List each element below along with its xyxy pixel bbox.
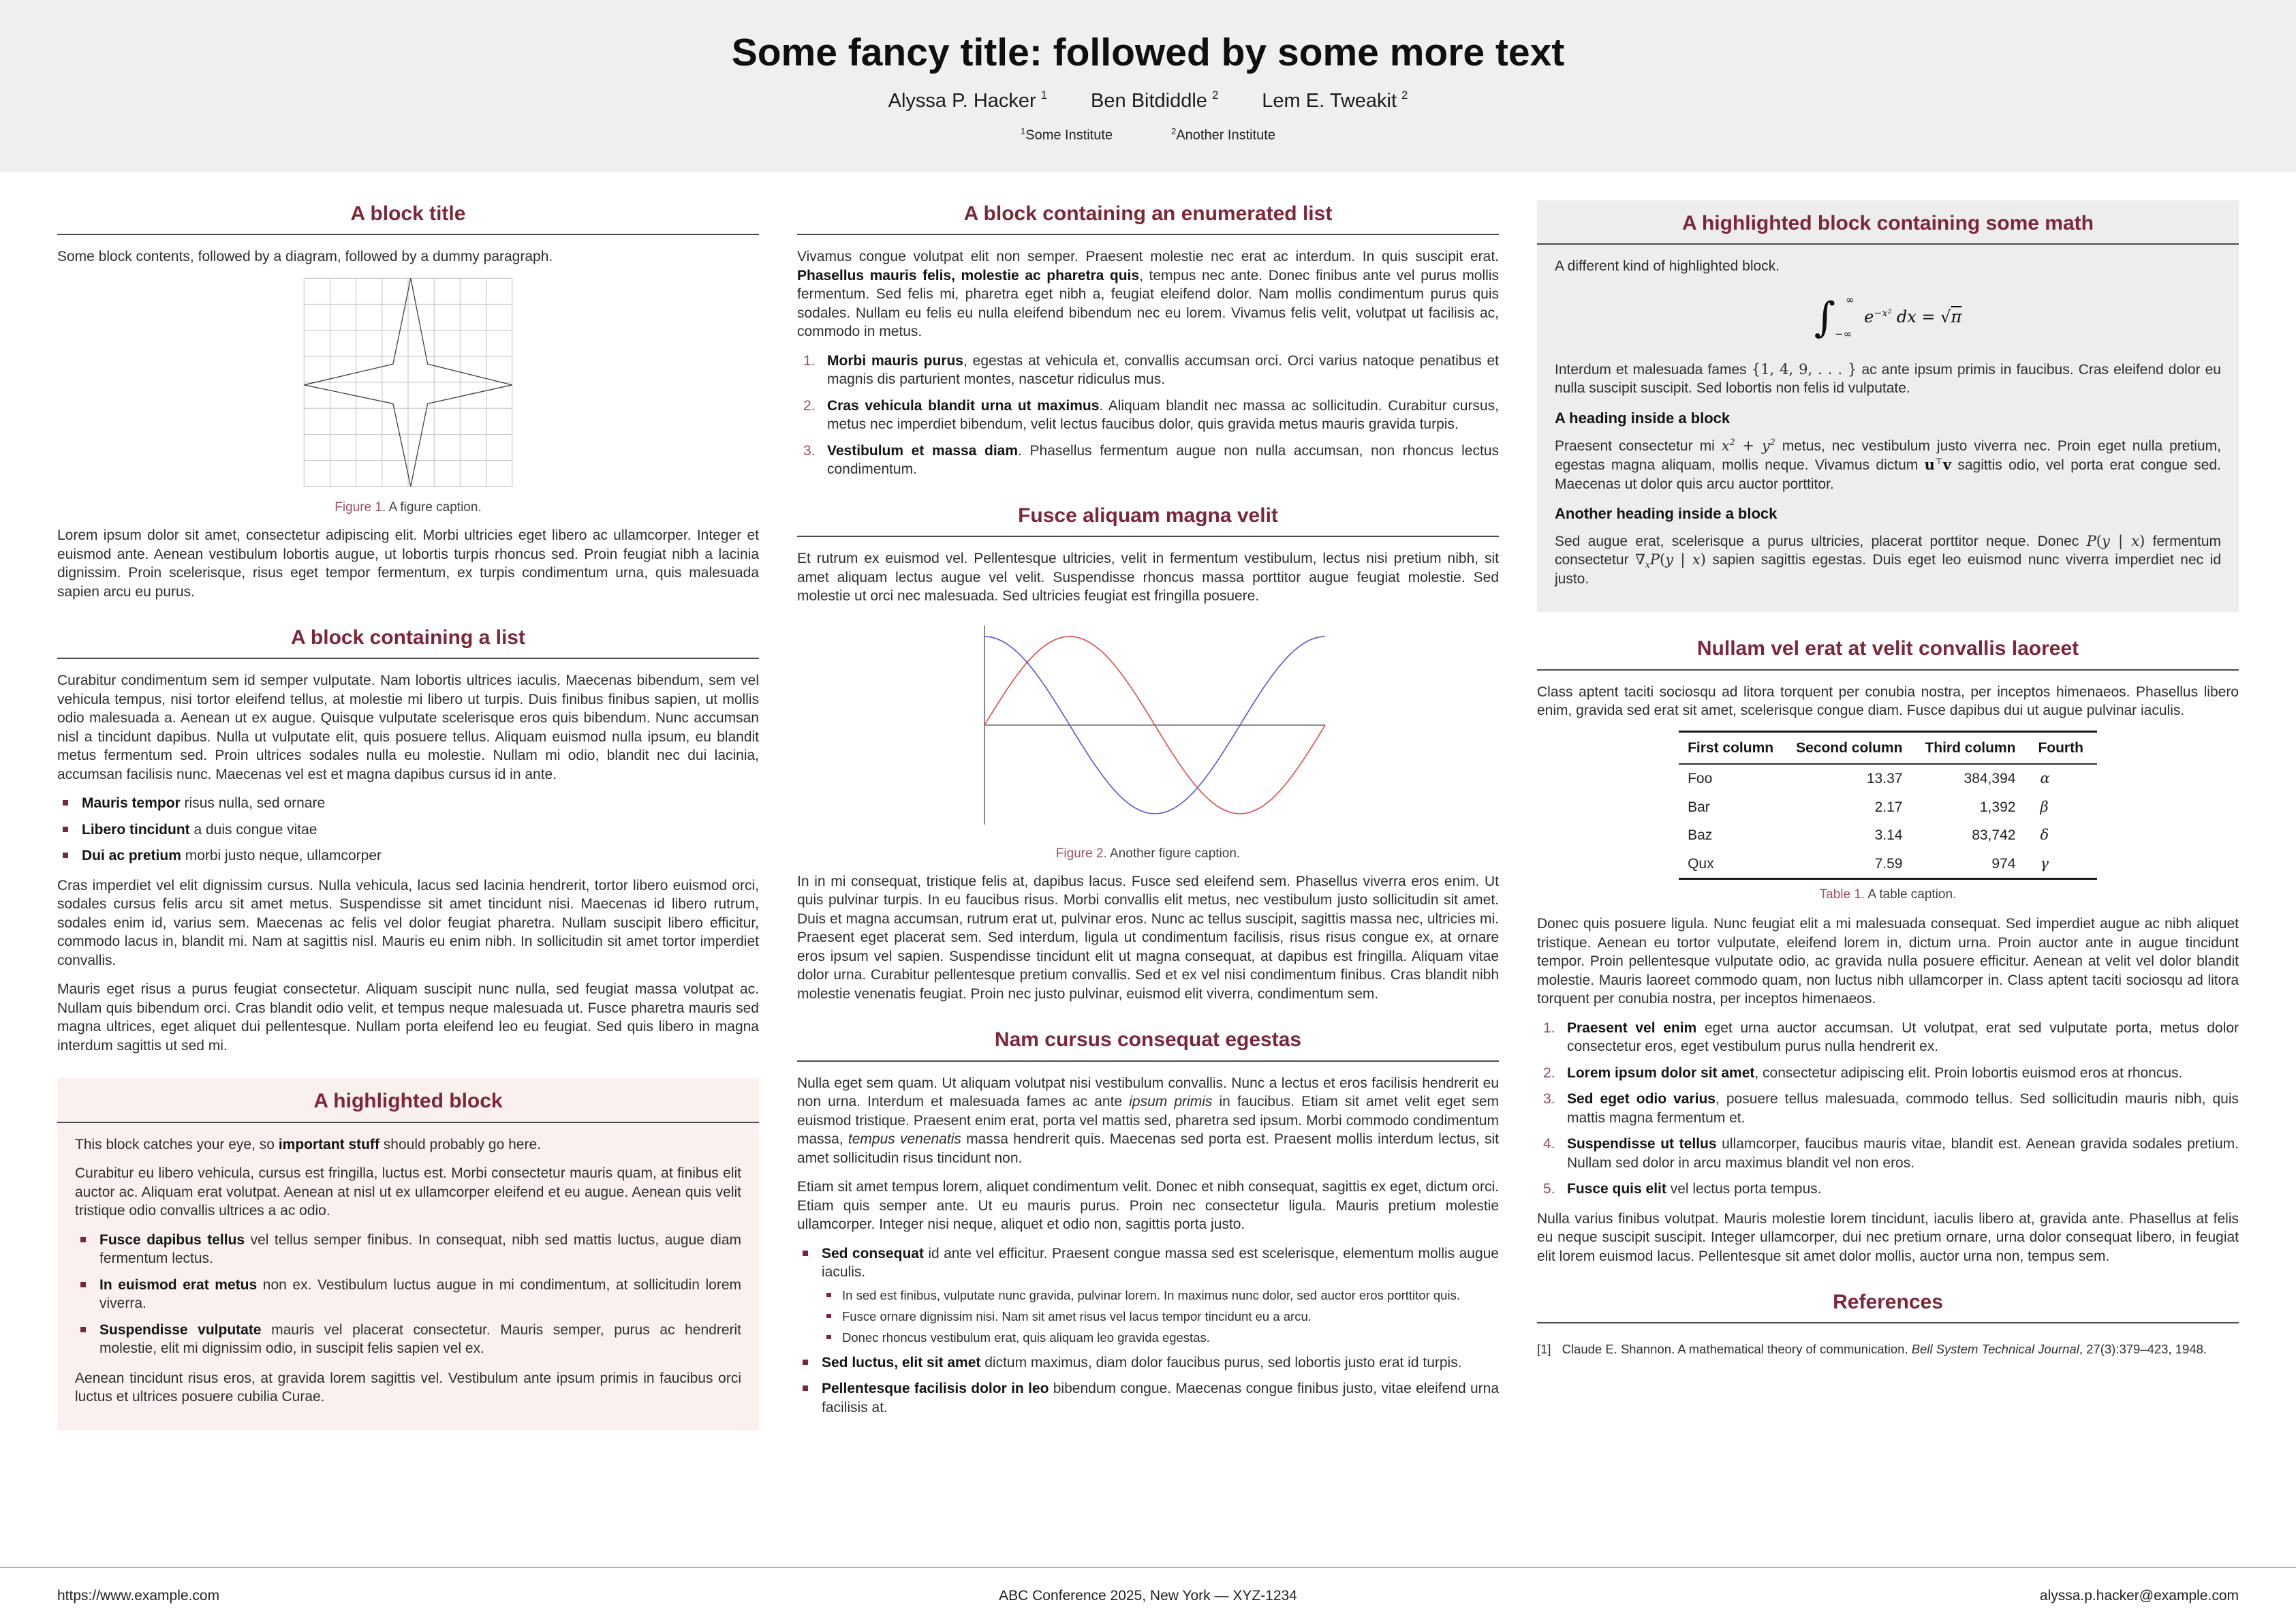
- block-title: A highlighted block: [313, 1090, 503, 1113]
- nested-list-item: Fusce ornare dignissim nisi. Nam sit amet risus vel lacus tempor tincidunt eu a arcu.: [822, 1308, 1499, 1325]
- column-2: [797, 200, 1499, 1454]
- footer-conference: ABC Conference 2025, New York — XYZ-1234: [999, 1588, 1297, 1604]
- block-title-rule: [797, 536, 1499, 537]
- paragraph: Curabitur condimentum sem id semper vulputate. Nam lobortis ultrices iaculis. Maecenas bibendum, sem vel vehicula tempus, nisi tortor eleifend tellus, at molestie mi libero ut turpis. Duis finibus finibus sapien, ut mollis odio malesuada a. Aenean ut ex augue. Quisque vulputate scelerisque eros quis bibendum. Nunc accumsan nisl a tincidunt dapibus. Nulla ut vulputate elit, quis posuere tellus. Aliquam euismod nulla ipsum, eu blandit metus fermentum sed. Proin ultrices sodales nulla eu molestie. Nullam mi odio, blandit nec dui lacinia, accumsan facilisis nunc. Maecenas vel est et magna dapibus cursus id in ante.: [57, 673, 759, 782]
- bullet-list: [797, 1244, 1499, 1418]
- poster-title: Some fancy title: followed by some more text: [731, 30, 1565, 74]
- block-title-rule: [1537, 1322, 2239, 1323]
- institute-list: [1021, 125, 1275, 144]
- list-item: Fusce dapibus tellus vel tellus semper finibus. In consequat, nibh sed mattis luctus, augue diam fermentum lectus.: [75, 1231, 741, 1268]
- list-item: Suspendisse ut tellus ullamcorper, faucibus mauris vitae, blandit est. Aenean gravida sodales pretium. Nullam sed dolor in arcu maximus blandit vel non eros.: [1567, 1136, 2239, 1171]
- table-cell: 384,394: [1964, 771, 2016, 787]
- paragraph: Curabitur eu libero vehicula, cursus est fringilla, luctus est. Morbi consectetur mauris quam, at finibus elit auctor ac. Aliquam erat volutpat. Aenean at nisl ut ex ullamcorper eleifend et eu augue. Aenean quis velit tristique odio convallis ultrices a ac odio.: [75, 1165, 741, 1219]
- block-containing-a-list: [57, 624, 759, 1055]
- paragraph: A different kind of highlighted block.: [1555, 258, 1780, 275]
- block-title-rule: [57, 658, 759, 659]
- list-item: Sed eget odio varius, posuere tellus malesuada, commodo tellus. Sed sollicitudin mauris nibh, quis mattis magna fermentum et.: [1567, 1091, 2239, 1126]
- block-title: A block containing an enumerated list: [963, 202, 1333, 225]
- nested-list-item: In sed est finibus, vulputate nunc gravida, pulvinar lorem. In maximus nunc dolor, sed auctor eros porttitor quis.: [822, 1287, 1499, 1304]
- column-3: [1537, 200, 2239, 1454]
- poster-footer: [0, 1567, 2296, 1624]
- sine-cosine-plot: [957, 616, 1339, 834]
- table-cell: 3.14: [1874, 827, 1903, 844]
- figure-2: [797, 616, 1499, 863]
- list-item: Pellentesque facilisis dolor in leo bibendum congue. Maecenas congue finibus justo, vitae eleifend urna facilisis at.: [797, 1379, 1499, 1417]
- reference-text: Claude E. Shannon. A mathematical theory of communication. Bell System Technical Journal, 27(3):379–423, 1948.: [1562, 1342, 2207, 1357]
- table-caption: Table 1. A table caption.: [1819, 887, 1957, 902]
- data-table: [1679, 731, 2097, 880]
- table-row: [1679, 793, 2097, 822]
- table-cell: Foo: [1688, 771, 1713, 787]
- figure-caption: Figure 1. A figure caption.: [335, 500, 482, 515]
- block-title-rule: [797, 234, 1499, 235]
- footer-email: alyssa.p.hacker@example.com: [2039, 1588, 2239, 1604]
- block-title: Nam cursus consequat egestas: [994, 1028, 1302, 1052]
- table-header-cell: Fourth: [2029, 731, 2096, 764]
- table-cell: 83,742: [1972, 827, 2016, 844]
- table-header-cell: Third column: [1916, 731, 2029, 764]
- figure-1: [57, 277, 759, 517]
- block-title-rule: [1537, 243, 2239, 245]
- bullet-list: [57, 794, 759, 865]
- list-item: Cras vehicula blandit urna ut maximus. Aliquam blandit nec massa ac sollicitudin. Curabitur cursus, metus nec imperdiet bibendum, velit lectus faucibus dolor, quis gravida metus mauris gravida turpis.: [827, 397, 1499, 433]
- block-title-rule: [57, 234, 759, 235]
- table-cell: 1,392: [1979, 799, 2016, 815]
- paragraph: Some block contents, followed by a diagram, followed by a dummy paragraph.: [57, 249, 553, 265]
- block-fusce-aliquam: [797, 502, 1499, 1004]
- table-cell: 7.59: [1874, 855, 1903, 872]
- paragraph: Class aptent taciti sociosqu ad litora torquent per conubia nostra, per inceptos himenaeos. Phasellus libero enim, gravida sed erat sit amet, scelerisque congue diam. Fusce dapibus dui ut augue pulvinar iaculis.: [1537, 684, 2239, 719]
- block-title: A block title: [350, 202, 466, 225]
- author: Lem E. Tweakit $^2$: [1262, 88, 1408, 112]
- list-item: Morbi mauris purus, egestas at vehicula et, convallis accumsan orci. Orci varius natoque penatibus et magnis dis parturient montes, nascetur ridiculus mus.: [827, 352, 1500, 388]
- paragraph: Nulla eget sem quam. Ut aliquam volutpat nisi vestibulum convallis. Nunc a lectus et eros facilisis hendrerit eu non urna. Interdum et malesuada fames ac ante ipsum primis in faucibus. Etiam sit amet velit eget sem euismod tristique. Praesent enim erat, porta vel mattis sed, pharetra sed ipsum. Morbi commodo condimentum massa, tempus venenatis massa hendrerit quis. Maecenas sed porta est. Praesent mollis interdum lectus, sit amet sollicitudin risus tincidunt non.: [797, 1075, 1499, 1166]
- list-item: Vestibulum et massa diam. Phasellus fermentum augue non nulla accumsan, non rhoncus lectus condimentum.: [827, 442, 1500, 478]
- poster-body: [0, 172, 2296, 1454]
- table-cell: 974: [1991, 855, 2016, 872]
- poster-header: [0, 0, 2296, 172]
- list-item: Praesent vel enim eget urna auctor accumsan. Ut volutpat, erat sed vulputate porta, metus dolor consectetur eros, eget vestibulum purus nulla hendrerit ex.: [1567, 1020, 2239, 1055]
- block-enumerated-list: [797, 200, 1499, 479]
- block-nullam-vel-erat: [1537, 635, 2239, 1266]
- paragraph: Praesent consectetur mi $x^2 + y^2$ metus, nec vestibulum justo viverra nec. Proin eget nulla pretium, egestas magna aliquam, mollis neque. Vivamus dictum u⊤v sagittis odio, vel porta erat congue sed. Maecenas ut dolor quis arcu auctor porttitor.: [1555, 436, 2221, 492]
- integral-sign: ∫: [1814, 293, 1836, 341]
- reference-entry: [1537, 1341, 2239, 1358]
- paragraph: This block catches your eye, so important stuff should probably go here.: [75, 1136, 541, 1152]
- paragraph: Donec quis posuere ligula. Nunc feugiat elit a mi malesuada consequat. Sed imperdiet augue ac nibh aliquet tristique. Aenean eu tortor vulputate, eleifend lorem in, dictum urna. Proin auctor ante in augue tincidunt tempor. Proin pellentesque vulputate odio, ac gravida nulla posuere efficitur. Aenean at velit vel dolor blandit molestie. Mauris laoreet commodo quam, non luctus nibh ullamcorper in. Class aptent taciti sociosqu ad litora torquent per conubia nostra, per inceptos himenaeos.: [1537, 916, 2239, 1007]
- paragraph: In in mi consequat, tristique felis at, dapibus lacus. Fusce sed eleifend sem. Phasellus viverra eros enim. Ut quis pulvinar turpis. In eu faucibus risus. Morbi convallis elit metus, nec vestibulum justo sollicitudin sit amet. Duis et magna accumsan, rutrum erat ut, pulvinar eros. Nunc ac tellus suscipit, sagittis massa nec, ultricies mi. Praesent eget placerat sem. Sed interdum, ligula ut condimentum facilisis, risus risus congue ex, at ornare eros ipsum vel sapien. Suspendisse tincidunt elit ut magna consequat, at dapibus est fringilla. Aliquam vitae dolor urna. Curabitur pellentesque pretium convallis. Sed et ex vel nisi condimentum finibus. Cras blandit nibh molestie venenatis feugiat. Proin nec justo pulvinar, euismod elit viverra, condimentum sem.: [797, 873, 1499, 1002]
- list-item: Libero tincidunt a duis congue vitae: [57, 821, 759, 840]
- paragraph: Et rutrum ex euismod vel. Pellentesque ultricies, velit in fermentum vestibulum, lectus nisi pretium nibh, sit amet aliquam lectus augue vel velit. Suspendisse rhoncus massa porttitor augue feugiat molestie. Sed molestie ut orci nec malesuada. Sed ultricies feugiat est fringilla posuere.: [797, 551, 1499, 604]
- in-block-heading: Another heading inside a block: [1555, 505, 1778, 523]
- author-affiliation-mark: 2: [1401, 88, 1408, 102]
- block-title-rule: [1537, 669, 2239, 671]
- block-a-block-title: [57, 200, 759, 601]
- list-item: Fusce quis elit vel lectus porta tempus.: [1567, 1181, 1822, 1197]
- table-cell: Baz: [1688, 827, 1713, 844]
- column-1: [57, 200, 759, 1454]
- grid-lines: [304, 278, 512, 486]
- nested-bullet-list: [822, 1287, 1499, 1346]
- list-item: Lorem ipsum dolor sit amet, consectetur adipiscing elit. Proin lobortis euismod eros at rhoncus.: [1567, 1064, 2183, 1081]
- paragraph: Sed augue erat, scelerisque a purus ultricies, placerat porttitor neque. Donec P(y | x) fermentum consectetur $\nabla_xP(y$ | x) sapien sagittis egestas. Duis eget leo euismod nunc viverra imperdiet nec id justo.: [1555, 532, 2221, 587]
- block-title: References: [1833, 1291, 1943, 1314]
- list-item: Sed consequat id ante vel efficitur. Praesent congue massa sed est scelerisque, elementum mollis augue iaculis. In sed est finibus, vulputate nunc gravida, pulvinar lorem. In maximus nunc dolor, sed auctor eros porttitor quis. Fusce ornare dignissim nisi. Nam sit amet risus vel lacus tempor tincidunt eu a arcu. Donec rhoncus vestibulum erat, quis aliquam leo gravida egestas.: [797, 1244, 1499, 1346]
- paragraph: Nulla varius finibus volutpat. Mauris molestie lorem tincidunt, iaculis libero at, gravida ante. Phasellus at felis eu neque suscipit suscipit. Integer ullamcorper, dui nec pretium ornare, urna dolor consequat libero, in feugiat elit lorem euismod lacus. Pellentesque sit amet dolor mollis, auctor urna non, tempus sem.: [1537, 1210, 2239, 1264]
- table-header-cell: Second column: [1787, 731, 1916, 764]
- paragraph: Vivamus congue volutpat elit non semper. Praesent molestie nec erat ac interdum. In quis suscipit erat. Phasellus mauris felis, molestie ac pharetra quis, tempus nec ante. Donec finibus ante vel purus mollis fermentum. Sed felis mi, pharetra eget nibh a, feugiat eleifend dolor. Nam mollis condimentum purus quis sodales. Nullam eu felis eu nulla eleifend bibendum nec eu lorem. Vivamus felis velit, volutpat ut facilisis ac, commodo in metus.: [797, 249, 1499, 340]
- list-item: Mauris tempor risus nulla, sed ornare: [57, 794, 759, 813]
- highlighted-block: [57, 1078, 759, 1430]
- author-affiliation-mark: 2: [1211, 88, 1219, 102]
- table-cell: 13.37: [1866, 771, 1903, 787]
- table-row: [1679, 764, 2097, 793]
- table-row: [1679, 821, 2097, 850]
- paragraph: Interdum et malesuada fames {1, 4, 9, . . . } ac ante ipsum primis in faucibus. Cras eleifend dolor eu nulla suscipit suscipit. Sed lobortis non felis id vulputate.: [1555, 361, 2221, 397]
- paragraph: Aenean tincidunt risus eros, at gravida lorem sagittis vel. Vestibulum ante ipsum primis in faucibus orci luctus et ultrices posuere cubilia Curae.: [75, 1370, 741, 1405]
- in-block-heading: A heading inside a block: [1555, 409, 1731, 427]
- block-references: [1537, 1289, 2239, 1358]
- paragraph: Mauris eget risus a purus feugiat consectetur. Aliquam suscipit nunc nulla, sed feugiat massa volutpat ac. Nullam quis bibendum orci. Cras blandit odio velit, et tempus neque malesuada ut. Fusce pharetra mauris sed magna ultrices, eget aliquet dui pellentesque. Nullam porta eleifend leo eu feugiat. Sed quis libero in magna interdum sagittis ut sed mi.: [57, 981, 759, 1054]
- display-equation: [1555, 294, 2221, 341]
- list-item: Dui ac pretium morbi justo neque, ullamcorper: [57, 846, 759, 865]
- reference-label: [1]: [1537, 1342, 1551, 1357]
- list-item: Sed luctus, elit sit amet dictum maximus, diam dolor faucibus purus, sed lobortis justo erat id turpis.: [797, 1353, 1499, 1373]
- paragraph: Lorem ipsum dolor sit amet, consectetur adipiscing elit. Morbi ultricies eget libero ac ullamcorper. Integer et euismod ante. Aenean vestibulum lobortis augue, ut lobortis turpis rhoncus sed. Proin feugiat nibh a lacinia dignissim. Proin scelerisque, risus eget tempor fermentum, ex turpis condimentum urna, quis malesuada sapien arcu eu purus.: [57, 527, 759, 600]
- paragraph: Etiam sit amet tempus lorem, aliquet condimentum velit. Donec et nibh consequat, sagittis ex eget, dictum orci. Etiam quis semper ante. Ut eu mauris purus. Proin nec consectetur ligula. Mauris pretium molestie ullamcorper. Integer nisi neque, aliquet et odio non, sagittis porta justo.: [797, 1179, 1499, 1233]
- institute: $^2$Another Institute: [1171, 126, 1275, 144]
- block-title: Nullam vel erat at velit convallis laoreet: [1696, 637, 2079, 660]
- table-cell: Qux: [1688, 855, 1714, 872]
- table-cell: γ: [2040, 855, 2049, 872]
- table-cell: 2.17: [1874, 799, 1903, 815]
- table-cell: α: [2040, 770, 2050, 787]
- star-grid-plot: [302, 277, 514, 488]
- nested-list-item: Donec rhoncus vestibulum erat, quis aliquam leo gravida egestas.: [822, 1330, 1499, 1346]
- table-cell: δ: [2040, 827, 2049, 844]
- list-item: In euismod erat metus non ex. Vestibulum luctus augue in mi condimentum, at sollicitudin lorem viverra.: [75, 1276, 741, 1313]
- table-cell: Bar: [1688, 799, 1710, 815]
- block-title: A highlighted block containing some math: [1682, 212, 2094, 234]
- paragraph: Cras imperdiet vel elit dignissim cursus. Nulla vehicula, lacus sed lacinia hendrerit, tortor libero euismod orci, sodales cursus felis arcu sit amet metus. Suspendisse sit amet tincidunt nisi. Maecenas id libero rutrum, sodales enim id, varius sem. Maecenas ac felis vel dolor feugiat pharetra. Nullam suscipit libero efficitur, commodo lacus in, blandit mi. Nam at sagittis nisl. Mauris eu enim nibh. In sollicitudin sit amet tortor imperdiet convallis.: [57, 877, 759, 968]
- numbered-list: [1537, 1019, 2239, 1199]
- footer-url: https://www.example.com: [57, 1588, 220, 1604]
- list-item: Suspendisse vulputate mauris vel placerat consectetur. Mauris semper, purus ac hendrerit molestie, elit mi dignissim odio, in suscipit felis sapien vel ex.: [75, 1321, 741, 1358]
- figure-caption: Figure 2. Another figure caption.: [1055, 846, 1241, 861]
- block-title-rule: [797, 1060, 1499, 1062]
- integral-limits: ∞ −∞: [1835, 293, 1855, 341]
- author-affiliation-mark: 1: [1040, 88, 1048, 102]
- equation-body: $e^{-x^2}$ dx = √π: [1864, 307, 1962, 327]
- author: Alyssa P. Hacker $^1$: [888, 88, 1048, 112]
- institute: $^1$Some Institute: [1021, 126, 1113, 144]
- author: Ben Bitdiddle $^2$: [1091, 88, 1219, 112]
- author-list: [888, 89, 1408, 114]
- numbered-list: [797, 352, 1499, 479]
- table-cell: β: [2040, 798, 2049, 815]
- highlighted-math-block: [1537, 200, 2239, 612]
- block-title: Fusce aliquam magna velit: [1018, 504, 1278, 527]
- table-header-row: [1679, 731, 2097, 764]
- block-title-rule: [57, 1122, 759, 1123]
- block-title: A block containing a list: [291, 626, 525, 649]
- block-nam-cursus: [797, 1026, 1499, 1417]
- bullet-list: [75, 1231, 741, 1358]
- table-header-cell: First column: [1679, 731, 1787, 764]
- table-row: [1679, 850, 2097, 879]
